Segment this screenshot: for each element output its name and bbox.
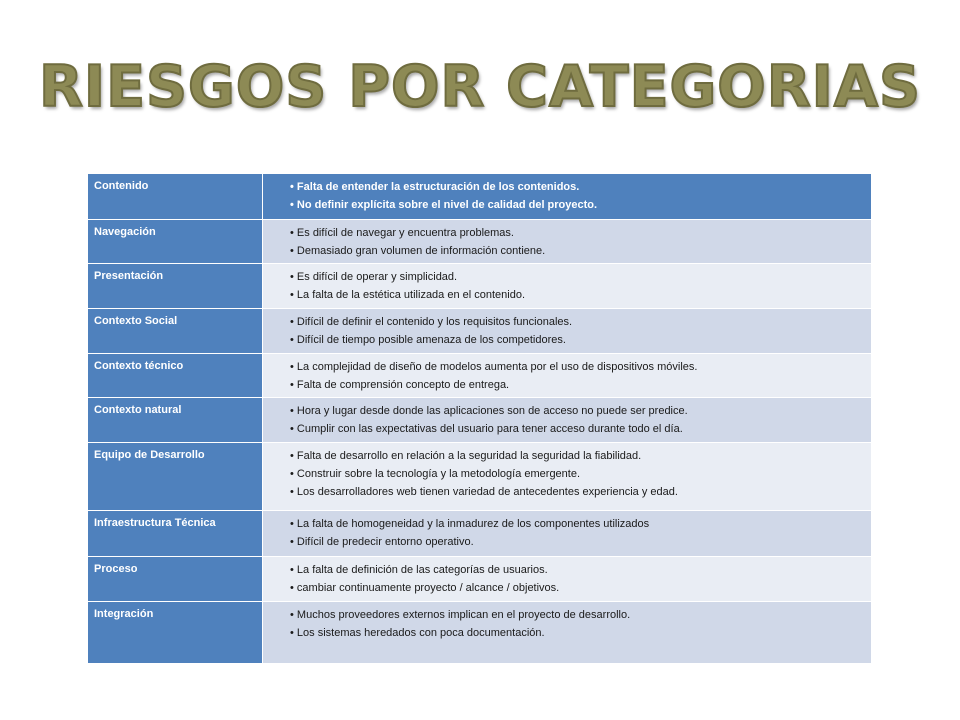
category-cell: Navegación: [88, 220, 263, 264]
bullet-item: • Falta de entender la estructuración de los contenidos.: [290, 178, 865, 196]
bullet-item: • Difícil de tiempo posible amenaza de los competidores.: [290, 331, 865, 349]
bullet-list: [290, 313, 865, 349]
table-row: [88, 443, 872, 511]
category-cell: Infraestructura Técnica: [88, 511, 263, 557]
bullet-item: • Es difícil de navegar y encuentra problemas.: [290, 224, 865, 242]
category-cell: Integración: [88, 602, 263, 664]
bullet-item: • cambiar continuamente proyecto / alcance / objetivos.: [290, 579, 865, 597]
category-cell: Contexto natural: [88, 398, 263, 443]
bullet-list: [290, 402, 865, 438]
category-cell: Contenido: [88, 174, 263, 220]
table-row: [88, 220, 872, 264]
description-cell: [263, 220, 872, 264]
bullet-item: • Difícil de predecir entorno operativo.: [290, 533, 865, 551]
description-cell: [263, 443, 872, 511]
table-row: [88, 511, 872, 557]
table-row: [88, 354, 872, 398]
bullet-list: [290, 515, 865, 551]
table-row: [88, 398, 872, 443]
bullet-item: • Es difícil de operar y simplicidad.: [290, 268, 865, 286]
slide-title: RIESGOS POR CATEGORIAS: [38, 54, 922, 120]
bullet-item: • Difícil de definir el contenido y los requisitos funcionales.: [290, 313, 865, 331]
category-cell: Presentación: [88, 264, 263, 309]
description-cell: [263, 174, 872, 220]
bullet-list: [290, 358, 865, 394]
bullet-item: • Hora y lugar desde donde las aplicaciones son de acceso no puede ser predice.: [290, 402, 865, 420]
bullet-item: • Los desarrolladores web tienen variedad de antecedentes experiencia y edad.: [290, 483, 865, 501]
bullet-list: [290, 447, 865, 501]
table-row: [88, 557, 872, 602]
table-row: [88, 602, 872, 664]
category-cell: Proceso: [88, 557, 263, 602]
bullet-item: • La complejidad de diseño de modelos aumenta por el uso de dispositivos móviles.: [290, 358, 865, 376]
description-cell: [263, 354, 872, 398]
bullet-item: • No definir explícita sobre el nivel de calidad del proyecto.: [290, 196, 865, 214]
description-cell: [263, 264, 872, 309]
bullet-item: • Demasiado gran volumen de información contiene.: [290, 242, 865, 260]
description-cell: [263, 511, 872, 557]
bullet-item: • La falta de definición de las categorías de usuarios.: [290, 561, 865, 579]
bullet-item: • Construir sobre la tecnología y la metodología emergente.: [290, 465, 865, 483]
bullet-item: • La falta de homogeneidad y la inmadurez de los componentes utilizados: [290, 515, 865, 533]
category-cell: Equipo de Desarrollo: [88, 443, 263, 511]
table-row: [88, 174, 872, 220]
category-cell: Contexto Social: [88, 309, 263, 354]
description-cell: [263, 557, 872, 602]
bullet-item: • Muchos proveedores externos implican en el proyecto de desarrollo.: [290, 606, 865, 624]
description-cell: [263, 309, 872, 354]
risk-table: [87, 173, 872, 664]
bullet-item: • Falta de desarrollo en relación a la seguridad la seguridad la fiabilidad.: [290, 447, 865, 465]
bullet-list: [290, 561, 865, 597]
bullet-list: [290, 178, 865, 214]
description-cell: [263, 398, 872, 443]
bullet-list: [290, 224, 865, 260]
description-cell: [263, 602, 872, 664]
bullet-item: • Falta de comprensión concepto de entrega.: [290, 376, 865, 394]
table-row: [88, 264, 872, 309]
bullet-item: • Cumplir con las expectativas del usuario para tener acceso durante todo el día.: [290, 420, 865, 438]
category-cell: Contexto técnico: [88, 354, 263, 398]
bullet-item: • Los sistemas heredados con poca documentación.: [290, 624, 865, 642]
bullet-list: [290, 268, 865, 304]
bullet-list: [290, 606, 865, 642]
bullet-item: • La falta de la estética utilizada en el contenido.: [290, 286, 865, 304]
table-row: [88, 309, 872, 354]
